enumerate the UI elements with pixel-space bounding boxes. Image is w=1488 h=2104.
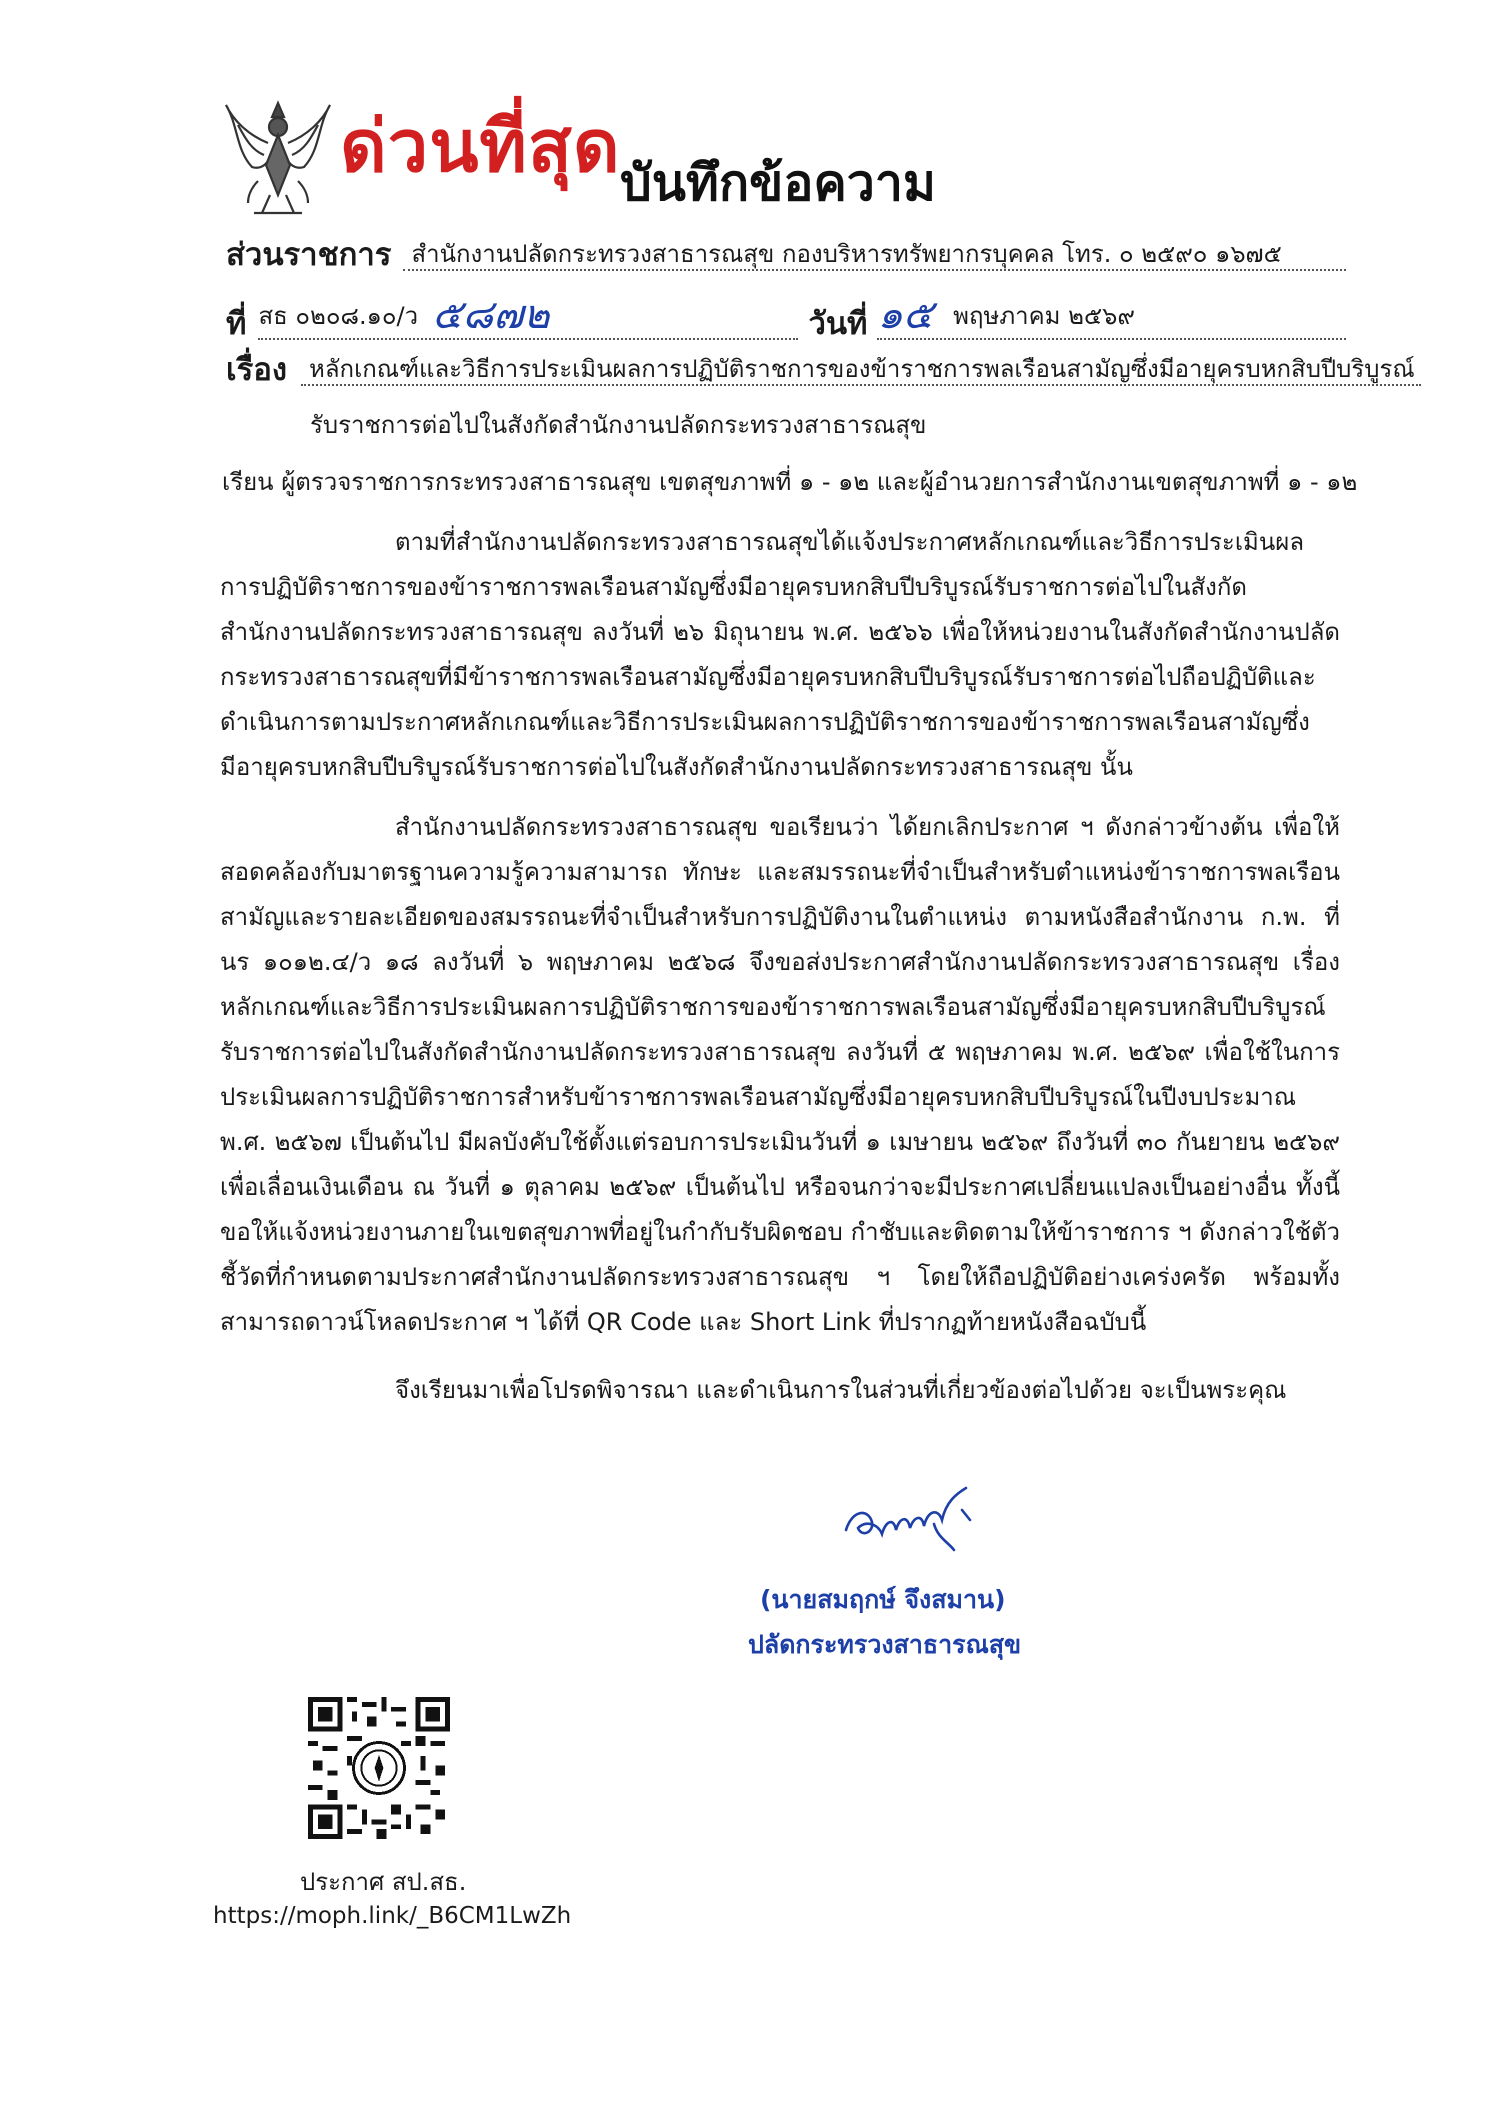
short-link[interactable]: https://moph.link/_B6CM1LwZh [213, 1903, 572, 1929]
qr-code-icon[interactable] [308, 1697, 450, 1839]
subject-line-2: รับราชการต่อไปในสังกัดสำนักงานปลัดกระทรวงสาธารณสุข [310, 411, 927, 439]
date-month-year: พฤษภาคม ๒๕๖๙ [953, 302, 1135, 330]
document-title: บันทึกข้อความ [620, 154, 936, 212]
handwritten-signature-icon [838, 1480, 988, 1560]
body-paragraph-2: สำนักงานปลัดกระทรวงสาธารณสุข ขอเรียนว่า ได้ยกเลิกประกาศ ฯ ดังกล่าวข้างต้น เพื่อให้สอดคล้องกับมาตรฐานความรู้ความสามารถ ทักษะ และสมรรถนะที่จำเป็นสำหรับตำแหน่งข้าราชการพลเรือนสามัญและรายละเอียดของสมรรถนะที่จำเป็นสำหรับการปฏิบัติงานในตำแหน่ง ตามหนังสือสำนักงาน ก.พ. ที่ นร ๑๐๑๒.๔/ว ๑๘ ลงวันที่ ๖ พฤษภาคม ๒๕๖๘ จึงขอส่งประกาศสำนักงานปลัดกระทรวงสาธารณสุข เรื่อง หลักเกณฑ์และวิธีการประเมินผลการปฏิบัติราชการของข้าราชการพลเรือนสามัญซึ่งมีอายุครบหกสิบปีบริบูรณ์รับราชการต่อไปในสังกัดสำนักงานปลัดกระทรวงสาธารณสุข ลงวันที่ ๕ พฤษภาคม พ.ศ. ๒๕๖๙ เพื่อใช้ในการประเมินผลการปฏิบัติราชการสำหรับข้าราชการพลเรือนสามัญซึ่งมีอายุครบหกสิบปีบริบูรณ์ในปีงบประมาณ พ.ศ. ๒๕๖๗ เป็นต้นไป มีผลบังคับใช้ตั้งแต่รอบการประเมินวันที่ ๑ เมษายน ๒๕๖๙ ถึงวันที่ ๓๐ กันยายน ๒๕๖๙ เพื่อเลื่อนเงินเดือน ณ วันที่ ๑ ตุลาคม ๒๕๖๙ เป็นต้นไป หรือจนกว่าจะมีประกาศเปลี่ยนแปลงเป็นอย่างอื่น ทั้งนี้ ขอให้แจ้งหน่วยงานภายในเขตสุขภาพที่อยู่ในกำกับรับผิดชอบ กำชับและติดตามให้ข้าราชการ ฯ ดังกล่าวใช้ตัวชี้วัดที่กำหนดตามประกาศสำนักงานปลัดกระทรวงสาธารณสุข ฯ โดยให้ถือปฏิบัติอย่างเคร่งครัด พร้อมทั้งสามารถดาวน์โหลดประกาศ ฯ ได้ที่ QR Code และ Short Link ที่ปรากฏท้ายหนังสือฉบับนี้ [220, 813, 1340, 1336]
reference-label: ที่ [226, 306, 247, 342]
department-label: ส่วนราชการ [226, 237, 392, 273]
signer-position: ปลัดกระทรวงสาธารณสุข [748, 1630, 1022, 1659]
urgency-stamp: ด่วนที่สุด [340, 104, 621, 188]
subject-line-1: หลักเกณฑ์และวิธีการประเมินผลการปฏิบัติราชการของข้าราชการพลเรือนสามัญซึ่งมีอายุครบหกสิบปีบริบูรณ์ [301, 357, 1421, 386]
subject-row [226, 352, 1415, 388]
handwritten-reference-number: ๕๘๗๒ [432, 292, 550, 338]
salutation: เรียน ผู้ตรวจราชการกระทรวงสาธารณสุข เขตสุขภาพที่ ๑ - ๑๒ และผู้อำนวยการสำนักงานเขตสุขภาพที่ ๑ - ๑๒ [222, 468, 1358, 496]
reference-row [226, 292, 1346, 342]
subject-label: เรื่อง [226, 352, 288, 388]
body-paragraph-1: ตามที่สำนักงานปลัดกระทรวงสาธารณสุขได้แจ้งประกาศหลักเกณฑ์และวิธีการประเมินผลการปฏิบัติราชการของข้าราชการพลเรือนสามัญซึ่งมีอายุครบหกสิบปีบริบูรณ์รับราชการต่อไปในสังกัดสำนักงานปลัดกระทรวงสาธารณสุข ลงวันที่ ๒๖ มิถุนายน พ.ศ. ๒๕๖๖ เพื่อให้หน่วยงานในสังกัดสำนักงานปลัดกระทรวงสาธารณสุขที่มีข้าราชการพลเรือนสามัญซึ่งมีอายุครบหกสิบปีบริบูรณ์รับราชการต่อไปถือปฏิบัติและดำเนินการตามประกาศหลักเกณฑ์และวิธีการประเมินผลการปฏิบัติราชการของข้าราชการพลเรือนสามัญซึ่งมีอายุครบหกสิบปีบริบูรณ์รับราชการต่อไปในสังกัดสำนักงานปลัดกระทรวงสาธารณสุข นั้น [220, 528, 1340, 781]
reference-prefix: สธ ๐๒๐๘.๑๐/ว [258, 302, 419, 330]
department-row [226, 237, 1346, 273]
date-field [877, 292, 1346, 340]
garuda-emblem-icon [218, 95, 338, 220]
qr-caption: ประกาศ สป.สธ. [300, 1868, 467, 1896]
closing-line: จึงเรียนมาเพื่อโปรดพิจารณา และดำเนินการในส่วนที่เกี่ยวข้องต่อไปด้วย จะเป็นพระคุณ [395, 1376, 1287, 1404]
reference-field [258, 292, 798, 340]
date-label: วันที่ [808, 306, 868, 342]
handwritten-day: ๑๕ [877, 292, 934, 338]
department-value: สำนักงานปลัดกระทรวงสาธารณสุข กองบริหารทรัพยากรบุคคล โทร. ๐ ๒๕๙๐ ๑๖๗๕ [403, 242, 1346, 271]
signer-name: (นายสมฤกษ์ จึงสมาน) [760, 1585, 1006, 1614]
